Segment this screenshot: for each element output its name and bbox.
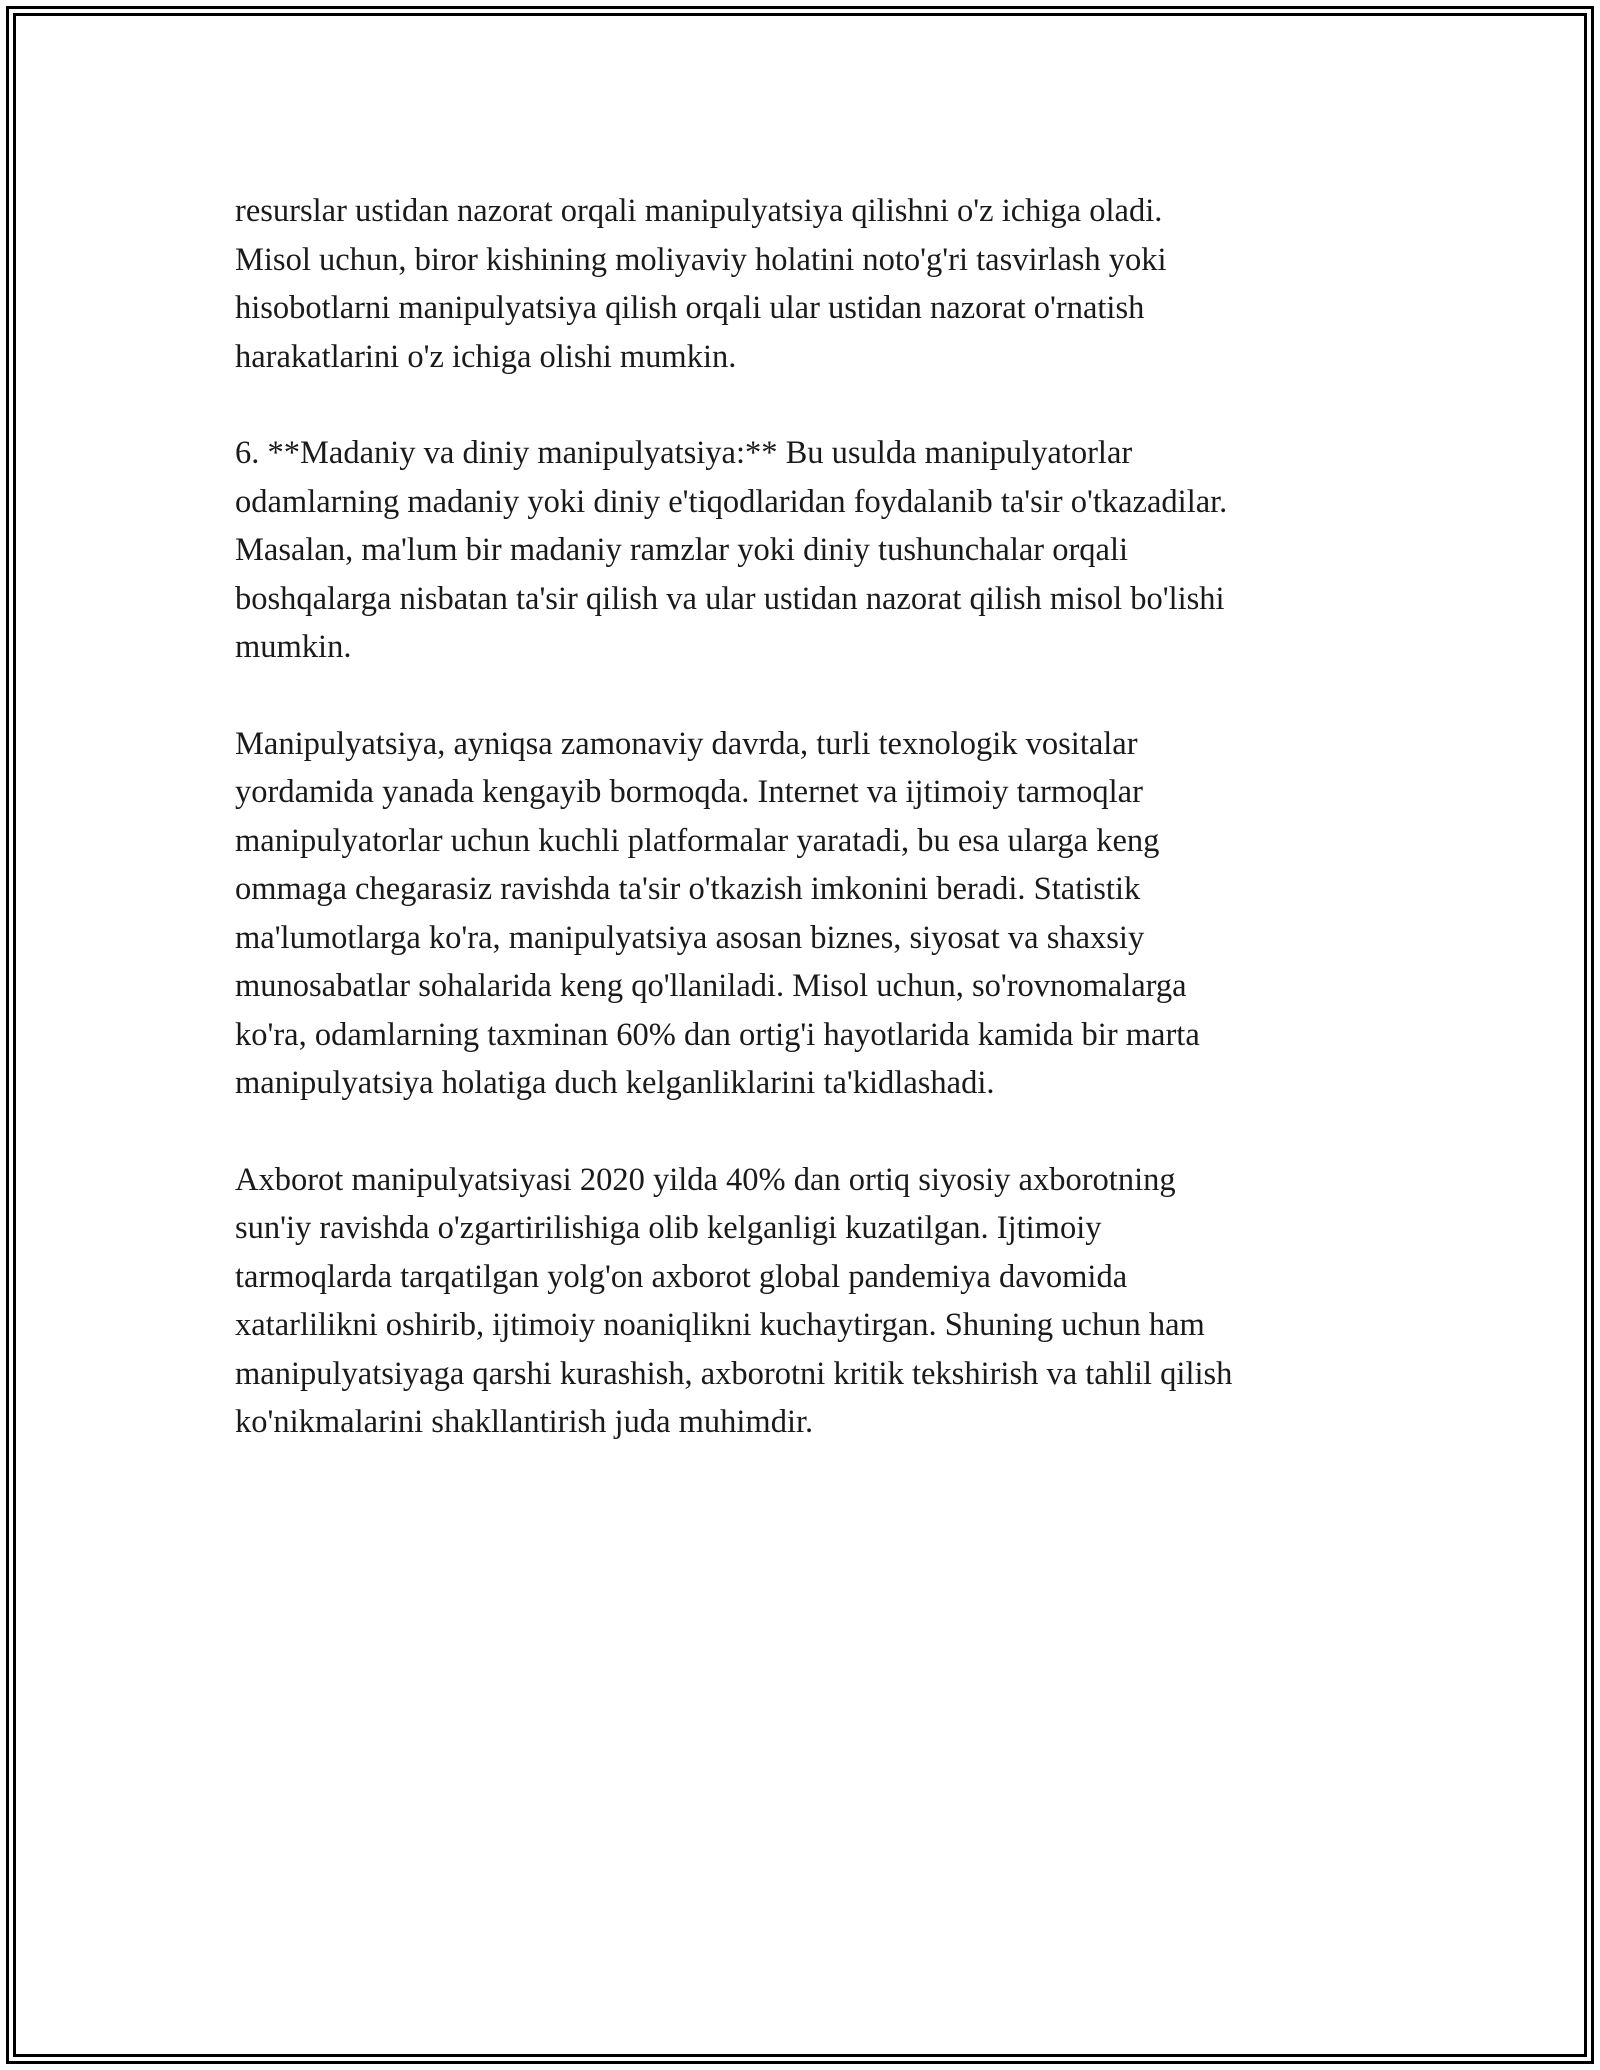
paragraph-resource-control: resurslar ustidan nazorat orqali manipulyatsiya qilishni o'z ichiga oladi. Misol uchun, biror kishining moliyaviy holatini noto'g'ri tasvirlash yoki hisobotlarni manipulyatsiya qilish orqali ular ustidan nazorat o'rnatish harakatlarini o'z ichiga olishi mumkin. [235,193,1167,375]
paragraph-cultural-religious-manipulation: 6. **Madaniy va diniy manipulyatsiya:** Bu usulda manipulyatorlar odamlarning madaniy yoki diniy e'tiqodlaridan foydalanib ta'sir o'tkazadilar. Masalan, ma'lum bir madaniy ramzlar yoki diniy tushunchalar orqali boshqalarga nisbatan ta'sir qilish va ular ustidan nazorat qilish misol bo'lishi mumkin. [235,435,1228,665]
paragraph-modern-manipulation: Manipulyatsiya, ayniqsa zamonaviy davrda, turli texnologik vositalar yordamida yanada kengayib bormoqda. Internet va ijtimoiy tarmoqlar manipulyatorlar uchun kuchli platformalar yaratadi, bu esa ularga keng ommaga chegarasiz ravishda ta'sir o'tkazish imkonini beradi. Statistik ma'lumotlarga ko'ra, manipulyatsiya asosan biznes, siyosat va shaxsiy munosabatlar sohalarida keng qo'llaniladi. Misol uchun, so'rovnomalarga ko'ra, odamlarning taxminan 60% dan ortig'i hayotlarida kamida bir marta manipulyatsiya holatiga duch kelganliklarini ta'kidlashadi. [235,725,1200,1101]
paragraph-information-manipulation: Axborot manipulyatsiyasi 2020 yilda 40% dan ortiq siyosiy axborotning sun'iy ravishda o'zgartirilishiga olib kelganligi kuzatilgan. Ijtimoiy tarmoqlarda tarqatilgan yolg'on axborot global pandemiya davomida xatarlilikni oshirib, ijtimoiy noaniqlikni kuchaytirgan. Shuning uchun ham manipulyatsiyaga qarshi kurashish, axborotni kritik tekshirish va tahlil qilish ko'nikmalarini shakllantirish juda muhimdir. [235,1161,1233,1440]
document-body [235,187,1385,1495]
